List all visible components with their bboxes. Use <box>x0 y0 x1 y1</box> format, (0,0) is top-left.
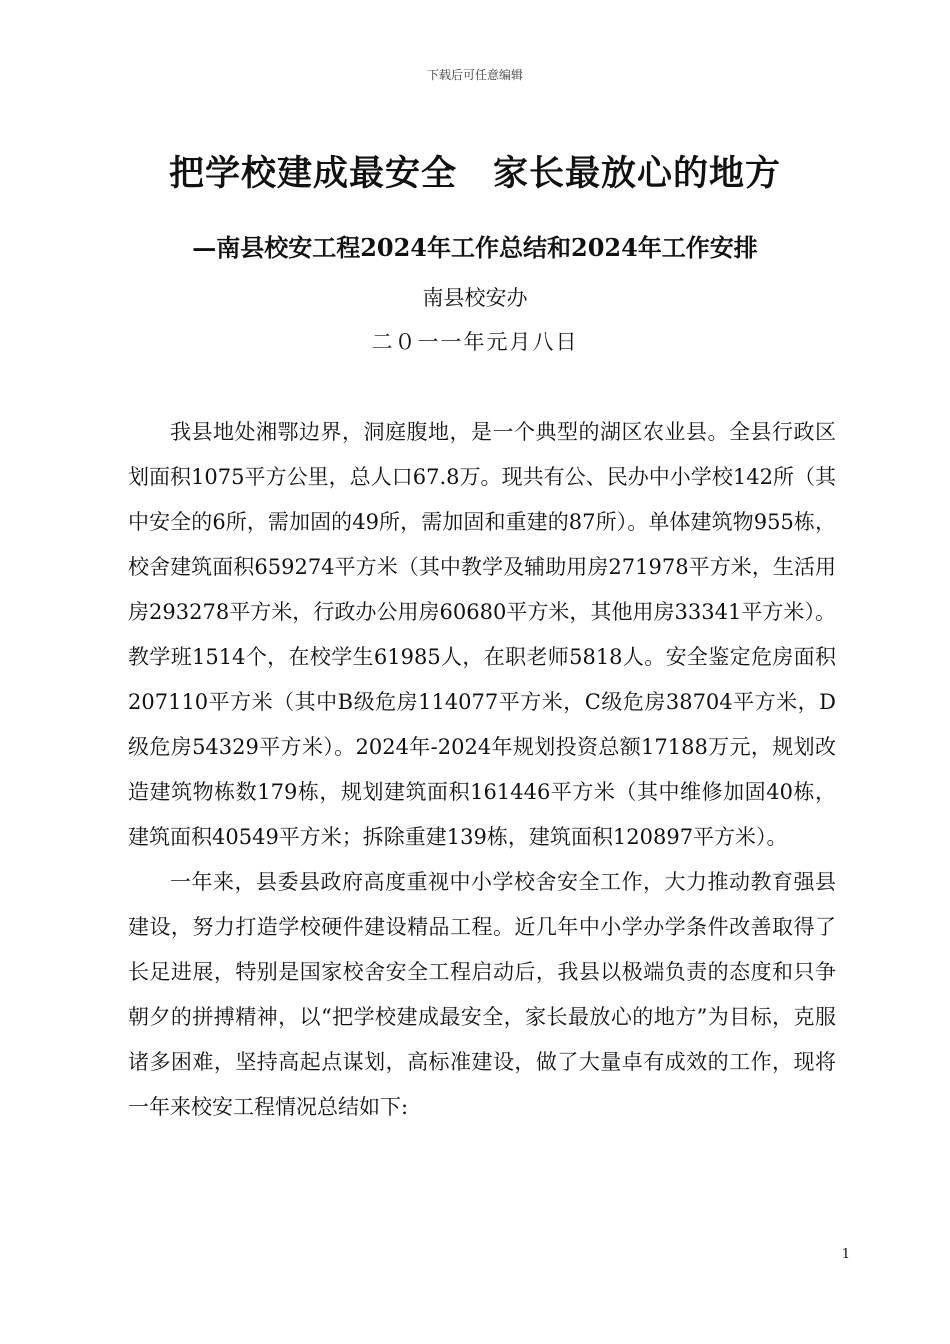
page-number: 1 <box>841 1247 850 1262</box>
body-paragraph: 一年来，县委县政府高度重视中小学校舍安全工作，大力推动教育强县建设，努力打造学校硬件建设精品工程。近几年中小学办学条件改善取得了长足进展，特别是国家校舍安全工程启动后，我县以极端负责的态度和只争朝夕的拼搏精神，以“把学校建成最安全，家长最放心的地方”为目标，克服诸多困难，坚持高起点谋划，高标准建设，做了大量卓有成效的工作，现将一年来校安工程情况总结如下: <box>128 870 836 1119</box>
document-author: 南县校安办 <box>422 286 528 310</box>
page-header-note: 下载后可任意编辑 <box>426 68 523 82</box>
document-body <box>128 410 836 1130</box>
document-subtitle: —南县校安工程2024年工作总结和2024年工作安排 <box>192 233 758 262</box>
document-date: 二０一一年元月八日 <box>371 330 579 354</box>
body-paragraph: 我县地处湘鄂边界，洞庭腹地，是一个典型的湖区农业县。全县行政区划面积1075平方公里，总人口67.8万。现共有公、民办中小学校142所（其中安全的6所，需加固的49所，需加固和重建的87所）。单体建筑物955栋，校舍建筑面积659274平方米（其中教学及辅助用房271978平方米，生活用房293278平方米，行政办公用房60680平方米，其他用房33341平方米）。教学班1514个，在校学生61985人，在职老师5818人。安全鉴定危房面积207110平方米（其中B级危房114077平方米，C级危房38704平方米，D级危房54329平方米）。2024年-2024年规划投资总额17188万元，规划改造建筑物栋数179栋，规划建筑面积161446平方米（其中维修加固40栋，建筑面积40549平方米；拆除重建139栋，建筑面积120897平方米）。 <box>128 420 836 849</box>
document-title: 把学校建成最安全 家长最放心的地方 <box>168 153 781 194</box>
